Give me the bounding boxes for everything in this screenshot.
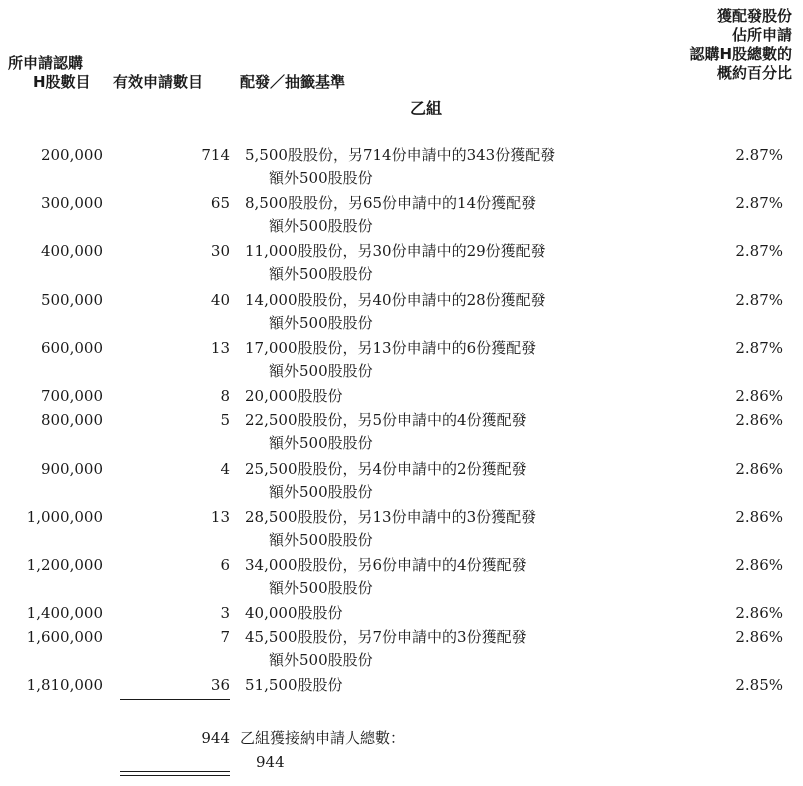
valid-application-count: 8 bbox=[220, 387, 230, 405]
total-label: 乙組獲接納申請人總數： bbox=[240, 729, 406, 747]
applied-amount: 800,000 bbox=[40, 411, 103, 429]
applied-amount: 300,000 bbox=[40, 194, 103, 212]
allocation-basis-line1: 11,000股股份，另30份申請中的29份獲配發 bbox=[245, 242, 546, 260]
allocation-basis bbox=[245, 337, 536, 383]
allocation-basis-line1: 45,500股股份，另7份申請中的3份獲配發 bbox=[245, 628, 527, 646]
valid-application-count: 4 bbox=[220, 460, 230, 478]
allocation-percentage: 2.86% bbox=[735, 508, 783, 526]
valid-application-count: 40 bbox=[210, 291, 230, 309]
total-count: 944 bbox=[201, 729, 230, 747]
valid-application-count: 714 bbox=[201, 146, 230, 164]
allocation-basis bbox=[245, 506, 536, 552]
allocation-basis-line2: 額外500股股份 bbox=[269, 434, 373, 452]
applied-amount: 600,000 bbox=[40, 339, 103, 357]
allocation-basis-line2: 額外500股股份 bbox=[269, 579, 373, 597]
allocation-percentage: 2.86% bbox=[735, 556, 783, 574]
group-title: 乙組 bbox=[410, 99, 443, 118]
applied-amount: 1,400,000 bbox=[26, 604, 103, 622]
allocation-percentage: 2.87% bbox=[735, 194, 783, 212]
allocation-basis-line1: 40,000股股份 bbox=[245, 604, 343, 622]
allocation-percentage: 2.87% bbox=[735, 291, 783, 309]
allocation-basis-line2: 額外500股股份 bbox=[269, 314, 373, 332]
header-col-amount-line2: H股數目 bbox=[33, 73, 91, 91]
allocation-basis-line1: 51,500股股份 bbox=[245, 676, 343, 694]
applied-amount: 1,000,000 bbox=[26, 508, 103, 526]
applied-amount: 1,600,000 bbox=[26, 628, 103, 646]
allocation-basis-line2: 額外500股股份 bbox=[269, 265, 373, 283]
allocation-percentage: 2.86% bbox=[735, 387, 783, 405]
allocation-basis-line1: 14,000股股份，另40份申請中的28份獲配發 bbox=[245, 291, 546, 309]
allocation-basis-line2: 額外500股股份 bbox=[269, 217, 373, 235]
allocation-basis-line1: 5,500股股份，另714份申請中的343份獲配發 bbox=[245, 146, 556, 164]
allocation-basis-line2: 額外500股股份 bbox=[269, 362, 373, 380]
total-rule-bottom bbox=[120, 775, 230, 776]
allocation-basis bbox=[245, 674, 343, 697]
valid-application-count: 6 bbox=[220, 556, 230, 574]
allocation-percentage: 2.87% bbox=[735, 339, 783, 357]
allocation-basis-line1: 8,500股股份，另65份申請中的14份獲配發 bbox=[245, 194, 537, 212]
total-value: 944 bbox=[256, 753, 285, 771]
allocation-basis-line2: 額外500股股份 bbox=[269, 651, 373, 669]
valid-application-count: 7 bbox=[220, 628, 230, 646]
applied-amount: 1,810,000 bbox=[26, 676, 103, 694]
allocation-percentage: 2.86% bbox=[735, 411, 783, 429]
allocation-basis-line1: 20,000股股份 bbox=[245, 387, 343, 405]
allocation-basis bbox=[245, 602, 343, 625]
allocation-percentage: 2.87% bbox=[735, 146, 783, 164]
applied-amount: 500,000 bbox=[40, 291, 103, 309]
allocation-basis-line2: 額外500股股份 bbox=[269, 169, 373, 187]
header-col-percentage-line1: 獲配發股份 bbox=[716, 7, 792, 25]
applied-amount: 1,200,000 bbox=[26, 556, 103, 574]
subtotal-rule bbox=[120, 699, 230, 700]
allocation-basis-line1: 22,500股股份，另5份申請中的4份獲配發 bbox=[245, 411, 527, 429]
valid-application-count: 30 bbox=[210, 242, 230, 260]
allocation-basis-line2: 額外500股股份 bbox=[269, 531, 373, 549]
allocation-basis bbox=[245, 144, 555, 190]
allocation-basis-line1: 34,000股股份，另6份申請中的4份獲配發 bbox=[245, 556, 527, 574]
header-col-percentage-line3: 認購H股總數的 bbox=[689, 45, 792, 63]
allocation-basis bbox=[245, 385, 343, 408]
allocation-basis-line1: 28,500股股份，另13份申請中的3份獲配發 bbox=[245, 508, 537, 526]
allocation-percentage: 2.87% bbox=[735, 242, 783, 260]
allocation-percentage: 2.86% bbox=[735, 628, 783, 646]
valid-application-count: 36 bbox=[210, 676, 230, 694]
total-rule-top bbox=[120, 771, 230, 772]
header-col-percentage-line4: 概約百分比 bbox=[716, 64, 792, 82]
applied-amount: 200,000 bbox=[40, 146, 103, 164]
applied-amount: 700,000 bbox=[40, 387, 103, 405]
valid-application-count: 3 bbox=[220, 604, 230, 622]
allocation-basis bbox=[245, 289, 546, 335]
allocation-basis bbox=[245, 192, 536, 238]
applied-amount: 900,000 bbox=[40, 460, 103, 478]
allocation-percentage: 2.85% bbox=[735, 676, 783, 694]
header-col-percentage bbox=[689, 8, 792, 84]
valid-application-count: 13 bbox=[210, 339, 230, 357]
header-col-valid-applications: 有效申請數目 bbox=[113, 73, 204, 91]
allocation-basis bbox=[245, 626, 527, 672]
header-col-amount-line1: 所申請認購 bbox=[8, 54, 84, 72]
header-col-allocation-basis: 配發／抽籤基準 bbox=[240, 73, 346, 91]
allocation-basis bbox=[245, 240, 546, 286]
valid-application-count: 13 bbox=[210, 508, 230, 526]
valid-application-count: 65 bbox=[210, 194, 230, 212]
allocation-basis-line1: 25,500股股份，另4份申請中的2份獲配發 bbox=[245, 460, 527, 478]
allocation-basis bbox=[245, 458, 527, 504]
applied-amount: 400,000 bbox=[40, 242, 103, 260]
allocation-percentage: 2.86% bbox=[735, 604, 783, 622]
header-col-percentage-line2: 佔所申請 bbox=[731, 26, 792, 44]
allocation-percentage: 2.86% bbox=[735, 460, 783, 478]
allocation-basis bbox=[245, 409, 527, 455]
allocation-basis bbox=[245, 554, 527, 600]
allocation-basis-line2: 額外500股股份 bbox=[269, 483, 373, 501]
allocation-basis-line1: 17,000股股份，另13份申請中的6份獲配發 bbox=[245, 339, 537, 357]
valid-application-count: 5 bbox=[220, 411, 230, 429]
